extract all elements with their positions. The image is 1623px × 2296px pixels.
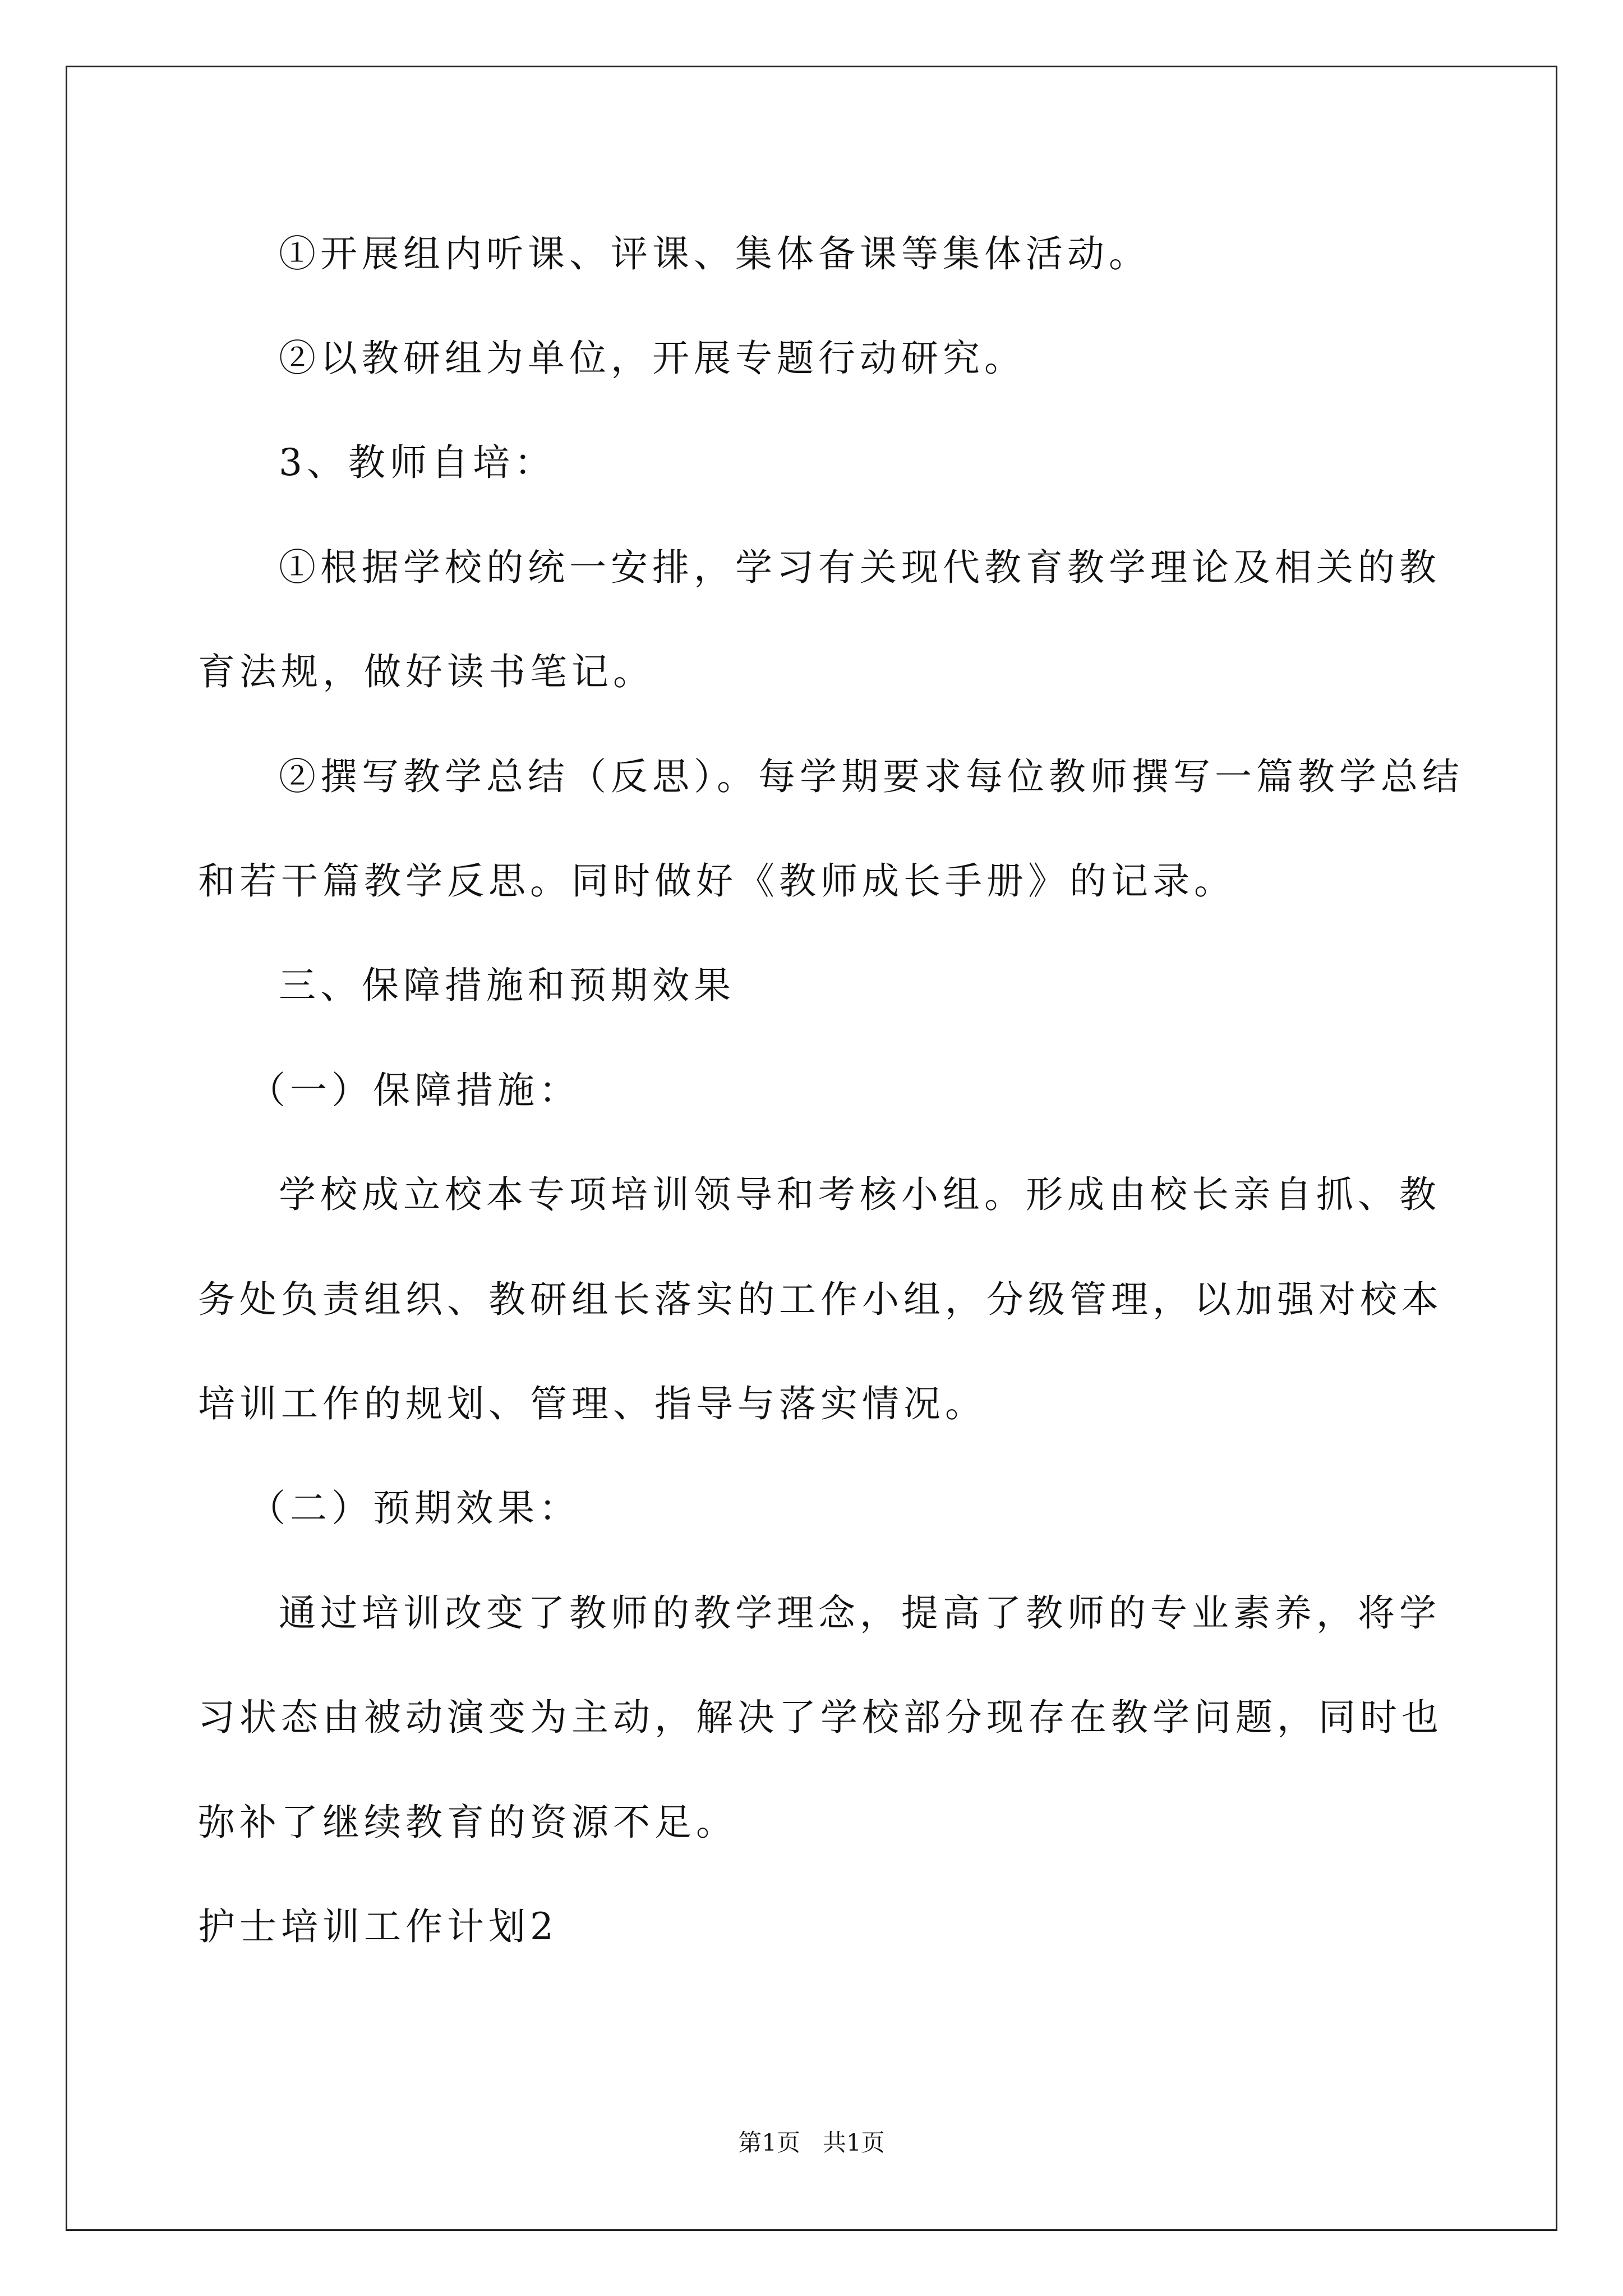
- body-line: ②以教研组为单位，开展专题行动研究。: [279, 337, 1026, 380]
- page-footer: 第1页 共1页: [738, 2129, 885, 2156]
- body-line: 育法规，做好读书笔记。: [198, 650, 654, 693]
- subsection-heading: （一）保障措施：: [248, 1069, 580, 1112]
- body-line: 培训工作的规划、管理、指导与落实情况。: [198, 1382, 986, 1425]
- section-heading: 三、保障措施和预期效果: [279, 964, 735, 1007]
- body-line: ②撰写教学总结（反思）。每学期要求每位教师撰写一篇教学总结: [279, 755, 1464, 798]
- body-line: 务处负责组织、教研组长落实的工作小组，分级管理，以加强对校本: [198, 1278, 1443, 1321]
- body-line: 学校成立校本专项培训领导和考核小组。形成由校长亲自抓、教: [279, 1173, 1441, 1216]
- body-line: 3、教师自培：: [279, 441, 556, 484]
- document-title: 护士培训工作计划2: [198, 1905, 558, 1948]
- body-line: ①开展组内听课、评课、集体备课等集体活动。: [279, 232, 1150, 275]
- body-line: ①根据学校的统一安排，学习有关现代教育教学理论及相关的教: [279, 546, 1441, 589]
- subsection-heading: （二）预期效果：: [248, 1487, 580, 1530]
- body-line: 弥补了继续教育的资源不足。: [198, 1801, 737, 1844]
- body-line: 习状态由被动演变为主动，解决了学校部分现存在教学问题，同时也: [198, 1696, 1443, 1739]
- body-line: 通过培训改变了教师的教学理念，提高了教师的专业素养，将学: [279, 1591, 1441, 1635]
- body-line: 和若干篇教学反思。同时做好《教师成长手册》的记录。: [198, 859, 1235, 903]
